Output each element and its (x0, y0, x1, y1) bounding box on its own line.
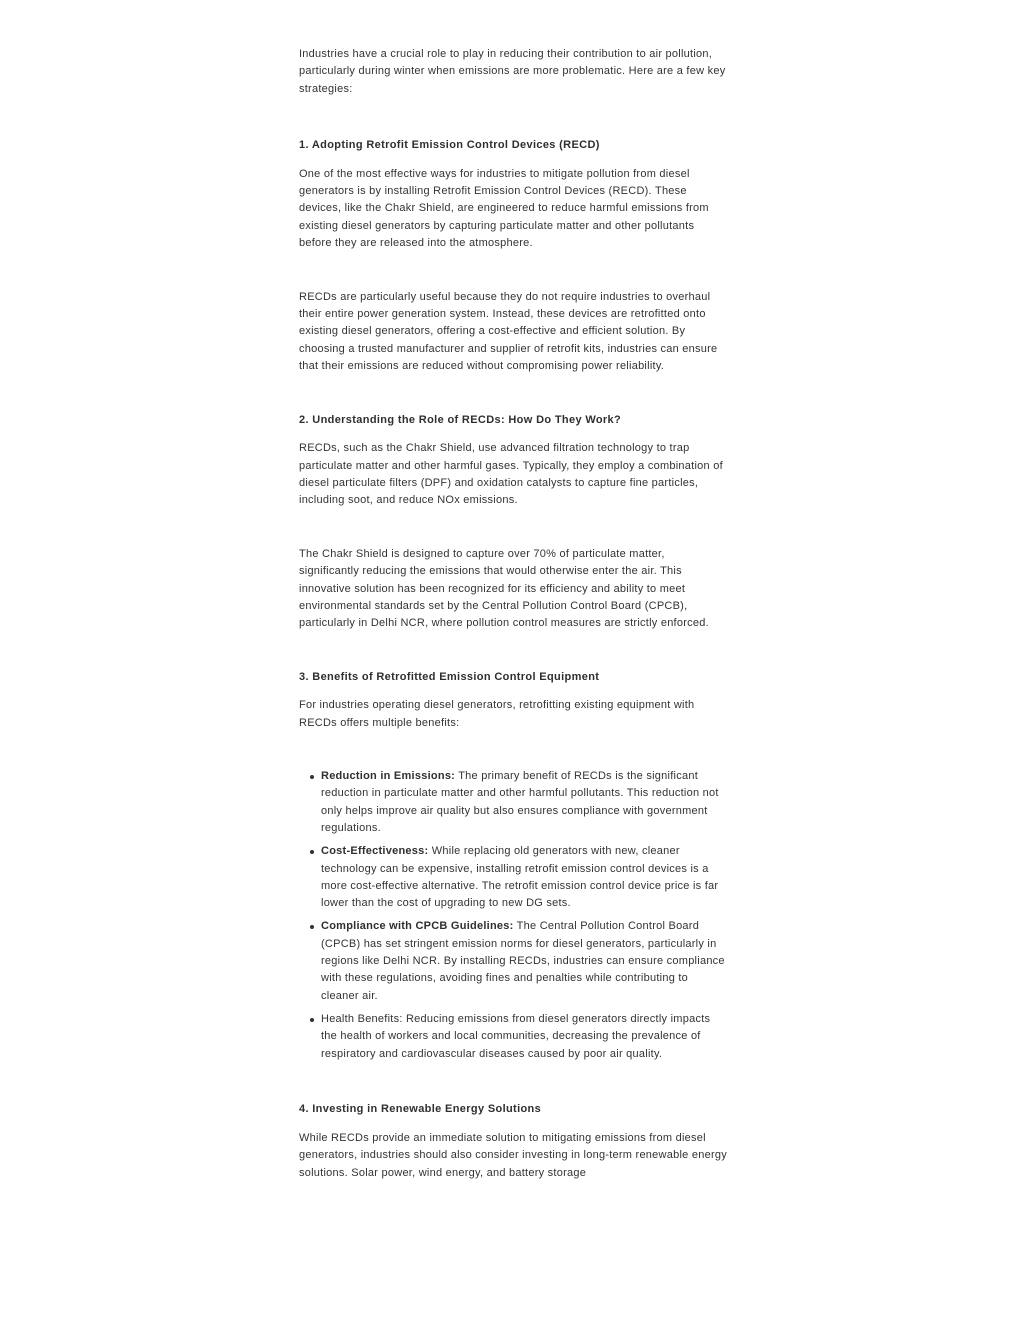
section-1-paragraph-2: RECDs are particularly useful because they do not require industries to overhaul their entire power generation system. Instead, these devices are retrofitted onto existing diesel generators, offering a cost-effective and efficient solution. By choosing a trusted manufacturer and supplier of retrofit kits, industries can ensure that their emissions are reduced without compromising power reliability. (299, 290, 718, 373)
bullet-label: Compliance with CPCB Guidelines: (321, 920, 514, 933)
bullet-text: Health Benefits: Reducing emissions from diesel generators directly impacts the health of workers and local communities, decreasing the prevalence of respiratory and cardiovascular diseases caused by poor air quality. (321, 1012, 711, 1060)
bullet-text: The Central Pollution Control Board (CPCB) has set stringent emission norms for diesel generators, particularly in regions like Delhi NCR. By installing RECDs, industries can ensure compliance with these regulations, avoiding fines and penalties while contributing to cleaner air. (321, 920, 725, 1002)
bullet-label: Reduction in Emissions: (321, 769, 456, 782)
section-3-heading: 3. Benefits of Retrofitted Emission Control Equipment (299, 670, 600, 683)
intro-paragraph: Industries have a crucial role to play in reducing their contribution to air pollution, particularly during winter when emissions are more problematic. Here are a few key strategies: (299, 48, 726, 95)
section-1-heading: 1. Adopting Retrofit Emission Control Devices (RECD) (299, 139, 600, 152)
bullet-text: While replacing old generators with new, cleaner technology can be expensive, installing retrofit emission control devices is a more cost-effective alternative. The retrofit emission control device price is far lower than the cost of upgrading to new DG sets. (321, 845, 719, 910)
list-item (321, 768, 727, 838)
list-item (321, 918, 727, 1005)
section-4-heading: 4. Investing in Renewable Energy Solutions (299, 1103, 542, 1116)
section-2-paragraph-1: RECDs, such as the Chakr Shield, use advanced filtration technology to trap particulate matter and other harmful gases. Typically, they employ a combination of diesel particulate filters (DPF) and oxidation catalysts to capture fine particles, including soot, and reduce NOx emissions. (299, 442, 723, 507)
section-3-paragraph-1: For industries operating diesel generators, retrofitting existing equipment with RECDs offers multiple benefits: (299, 699, 695, 729)
section-2-paragraph-2: The Chakr Shield is designed to capture over 70% of particulate matter, significantly reducing the emissions that would otherwise enter the air. This innovative solution has been recognized for its efficiency and ability to meet environmental standards set by the Central Pollution Control Board (CPCB), particularly in Delhi NCR, where pollution control measures are strictly enforced. (299, 547, 709, 630)
document-page (299, 46, 727, 1182)
section-1-paragraph-1: One of the most effective ways for industries to mitigate pollution from diesel generators is by installing Retrofit Emission Control Devices (RECD). These devices, like the Chakr Shield, are engineered to reduce harmful emissions from existing diesel generators by capturing particulate matter and other pollutants before they are released into the atmosphere. (299, 167, 709, 250)
benefits-list (299, 768, 727, 1063)
section-4-paragraph-1: While RECDs provide an immediate solution to mitigating emissions from diesel generators, industries should also consider investing in long-term renewable energy solutions. Solar power, wind energy, and battery storage (299, 1131, 727, 1179)
list-item (321, 1011, 727, 1063)
bullet-label: Cost-Effectiveness: (321, 845, 429, 858)
bullet-text: The primary benefit of RECDs is the significant reduction in particulate matter and other harmful pollutants. This reduction not only helps improve air quality but also ensures compliance with government regulations. (321, 769, 719, 835)
section-2-heading: 2. Understanding the Role of RECDs: How Do They Work? (299, 413, 622, 426)
list-item (321, 843, 727, 913)
